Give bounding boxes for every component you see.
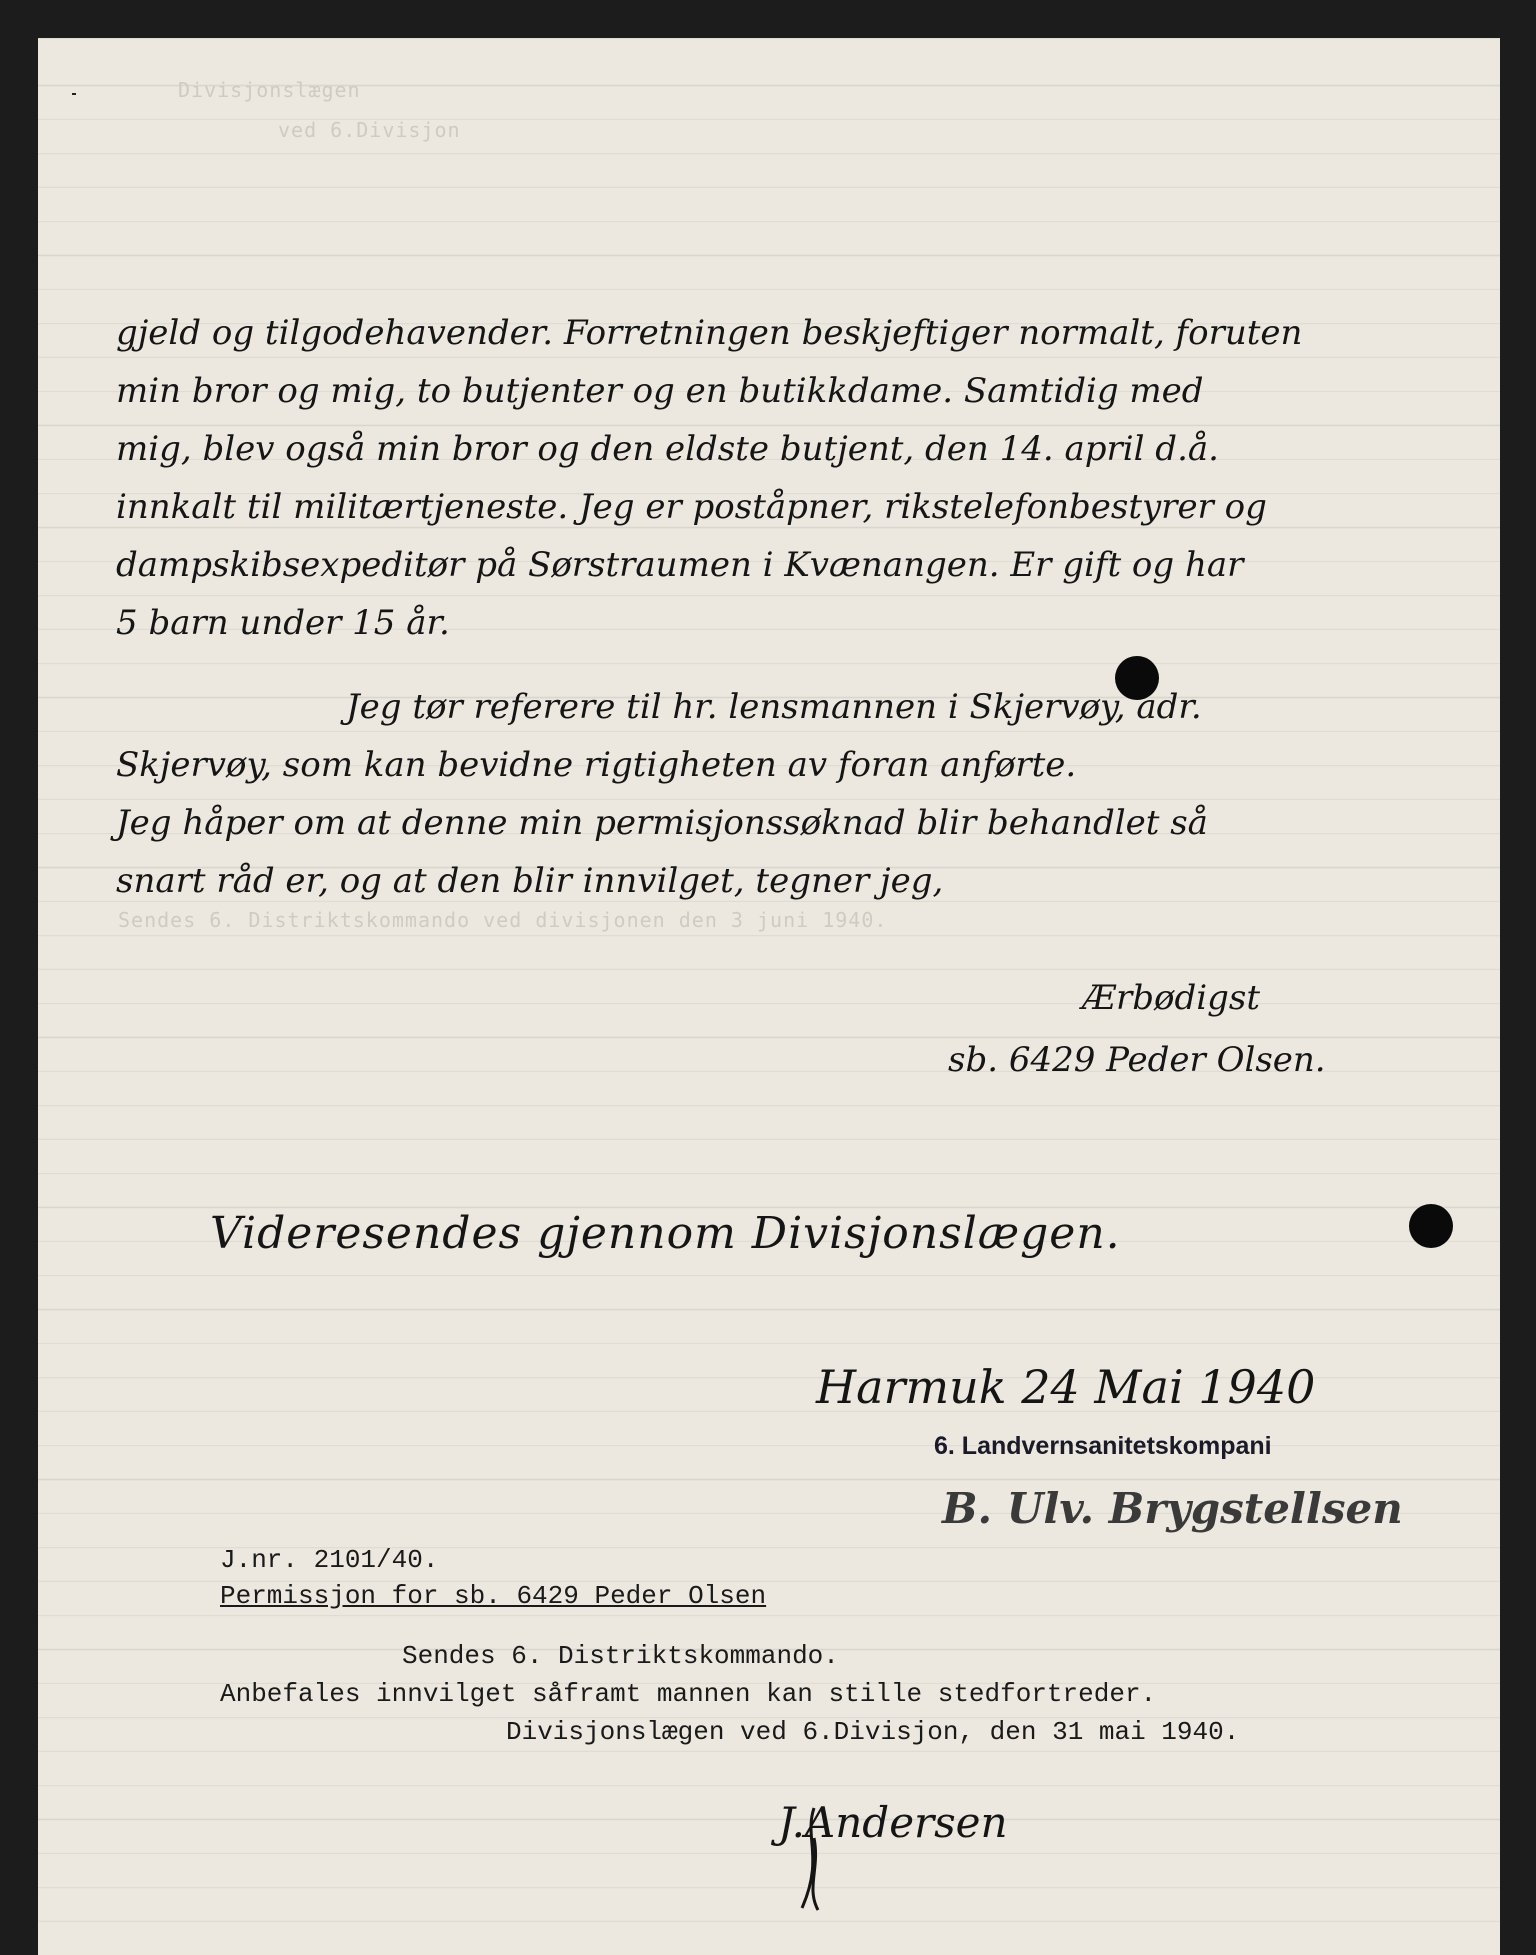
letter-line-5: dampskibsexpeditør på Sørstraumen i Kvænangen. Er gift og har bbox=[116, 545, 1244, 585]
letter-line-3: mig, blev også min bror og den eldste butjent, den 14. april d.å. bbox=[116, 429, 1219, 469]
bleed-through-text: Sendes 6. Distriktskommando ved divisjonen den 3 juni 1940. bbox=[118, 908, 888, 932]
bleed-through-text: Divisjonslægen bbox=[178, 78, 361, 102]
letter-para2-line-1: Jeg tør referere til hr. lensmannen i Skjervøy, adr. bbox=[346, 687, 1202, 727]
unit-stamp: 6. Landvernsanitetskompani bbox=[934, 1432, 1272, 1460]
document-page bbox=[38, 38, 1500, 1955]
endorsement-forward-text: Videresendes gjennom Divisjonslægen. bbox=[210, 1208, 1121, 1259]
endorsement-date-line: Harmuk 24 Mai 1940 bbox=[816, 1360, 1316, 1414]
letter-para2-line-3: Jeg håper om at denne min permisjonssøknad blir behandlet så bbox=[116, 803, 1208, 843]
bleed-through-text: ved 6.Divisjon bbox=[278, 118, 461, 142]
letter-line-2: min bror og mig, to butjenter og en butikkdame. Samtidig med bbox=[116, 371, 1204, 411]
letter-signature: sb. 6429 Peder Olsen. bbox=[948, 1040, 1326, 1080]
letter-line-1: gjeld og tilgodehavender. Forretningen beskjeftiger normalt, foruten bbox=[116, 313, 1303, 353]
journal-number: J.nr. 2101/40. bbox=[220, 1545, 439, 1575]
letter-line-6: 5 barn under 15 år. bbox=[116, 603, 450, 643]
endorsement-line-2: Anbefales innvilget såframt mannen kan stille stedfortreder. bbox=[220, 1679, 1157, 1709]
letter-para2-line-4: snart råd er, og at den blir innvilget, tegner jeg, bbox=[116, 861, 944, 901]
endorsement-signature: B. Ulv. Brygstellsen bbox=[942, 1484, 1403, 1533]
divisional-doctor-signature: J.Andersen bbox=[778, 1798, 1008, 1847]
letter-closing: Ærbødigst bbox=[1082, 978, 1261, 1018]
ink-speck bbox=[72, 93, 76, 95]
subject-line: Permissjon for sb. 6429 Peder Olsen bbox=[220, 1581, 767, 1611]
letter-para2-line-2: Skjervøy, som kan bevidne rigtigheten av foran anførte. bbox=[116, 745, 1077, 785]
endorsement-line-3: Divisjonslægen ved 6.Divisjon, den 31 mai 1940. bbox=[506, 1717, 1240, 1747]
letter-line-4: innkalt til militærtjeneste. Jeg er poståpner, rikstelefonbestyrer og bbox=[116, 487, 1267, 527]
punch-hole bbox=[1409, 1204, 1453, 1248]
signature-flourish bbox=[784, 1798, 844, 1918]
endorsement-line-1: Sendes 6. Distriktskommando. bbox=[402, 1641, 839, 1671]
